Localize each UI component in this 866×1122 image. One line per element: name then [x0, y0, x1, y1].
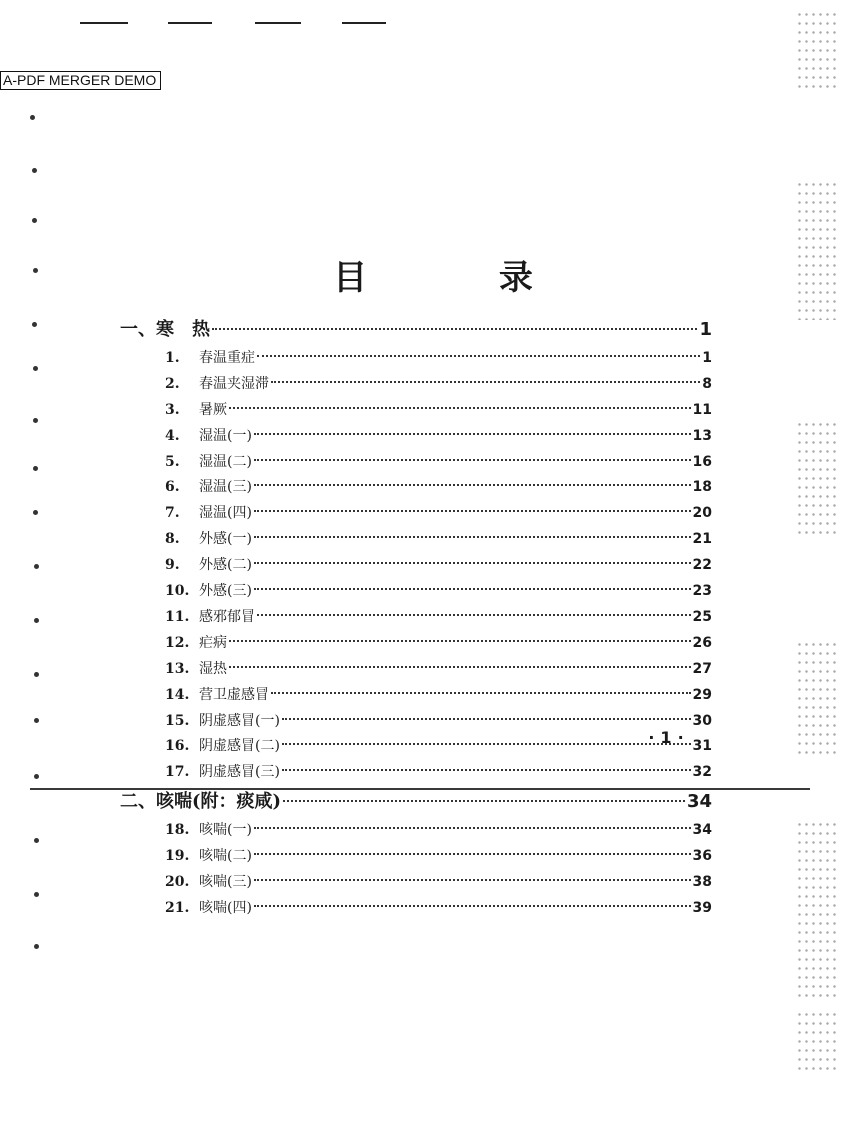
scan-noise — [796, 420, 836, 540]
toc-entry-number: 17. — [165, 764, 190, 781]
toc-entry-number: 13. — [165, 660, 190, 677]
toc-entry-number: 21. — [165, 899, 190, 916]
dot-leader — [254, 510, 691, 512]
toc-page-number: 21 — [692, 531, 712, 548]
dot-leader — [271, 381, 700, 383]
dot-leader — [229, 640, 691, 642]
toc-entry-number: 16. — [165, 738, 190, 755]
scan-noise — [796, 820, 836, 1000]
toc-page-number: 26 — [692, 634, 712, 651]
toc-section-title: 一、寒 热 — [120, 319, 210, 340]
toc-entry[interactable] — [165, 709, 712, 733]
toc-page-number: 23 — [692, 583, 712, 599]
toc-entry-number: 12. — [165, 634, 190, 651]
toc-entry[interactable] — [165, 501, 712, 525]
toc-entry[interactable] — [165, 760, 712, 784]
toc-page-number: 39 — [692, 899, 712, 916]
toc-entry-title: 阴虚感冒(一) — [199, 712, 280, 729]
toc-entry-number: 5. — [165, 453, 180, 470]
toc-entry-title: 湿温(二) — [199, 453, 252, 470]
toc-page-number: 36 — [692, 848, 712, 864]
dot-leader — [254, 905, 691, 907]
dot-leader — [282, 769, 691, 771]
top-rule — [255, 22, 301, 24]
toc-page-number: 27 — [692, 660, 712, 677]
toc-entry[interactable] — [165, 527, 712, 551]
toc-entry-number: 19. — [165, 848, 190, 864]
dot-leader — [283, 800, 685, 802]
toc-entry[interactable] — [165, 734, 712, 758]
toc-page-number: 18 — [692, 479, 712, 496]
toc-entry-title: 湿温(四) — [199, 505, 252, 522]
toc-entry-number: 6. — [165, 479, 180, 496]
top-rule — [168, 22, 212, 24]
toc-entry[interactable] — [165, 683, 712, 707]
scan-noise — [796, 1010, 836, 1070]
toc-page-number: 31 — [692, 738, 712, 755]
toc-entry[interactable] — [165, 818, 712, 842]
toc-section[interactable] — [120, 318, 712, 342]
toc-entry-number: 8. — [165, 531, 180, 548]
toc-entry-number: 20. — [165, 873, 190, 890]
toc-entry-title: 外感(三) — [199, 583, 252, 599]
toc-entry-number: 1. — [165, 349, 180, 366]
dot-leader — [254, 562, 691, 564]
toc-entry-number: 15. — [165, 712, 190, 729]
top-rule — [342, 22, 386, 24]
toc-page-number: 30 — [692, 712, 712, 729]
dot-leader — [254, 588, 691, 590]
toc-entry[interactable] — [165, 870, 712, 894]
toc-page-number: 32 — [692, 764, 712, 781]
toc-entry-title: 营卫虚感冒 — [199, 686, 269, 703]
toc-entry[interactable] — [165, 475, 712, 499]
toc-entry-title: 阴虚感冒(三) — [199, 764, 280, 781]
toc-page-number: 20 — [692, 505, 712, 522]
toc-entry[interactable] — [165, 398, 712, 422]
toc-entry-number: 18. — [165, 822, 190, 839]
dot-leader — [212, 328, 697, 330]
toc-entry[interactable] — [165, 424, 712, 448]
dot-leader — [271, 692, 691, 694]
scan-noise — [796, 640, 836, 760]
toc-entry-title: 咳喘(四) — [199, 899, 252, 916]
toc-page-number: 25 — [692, 608, 712, 625]
toc-entry[interactable] — [165, 372, 712, 396]
dot-leader — [257, 614, 691, 616]
toc-entry-title: 感邪郁冒 — [199, 608, 255, 625]
top-rule — [80, 22, 128, 24]
toc-entry[interactable] — [165, 896, 712, 920]
page-number: · 1 · — [636, 728, 696, 747]
toc-page-number: 22 — [692, 557, 712, 574]
toc-entry[interactable] — [165, 450, 712, 474]
toc-entry[interactable] — [165, 657, 712, 681]
toc-entry-title: 外感(二) — [199, 557, 252, 574]
dot-leader — [254, 536, 691, 538]
toc-entry-title: 咳喘(三) — [199, 873, 252, 890]
toc-entry-title: 咳喘(二) — [199, 848, 252, 864]
toc-entry-title: 暑厥 — [199, 401, 227, 418]
toc-page-number: 13 — [692, 427, 712, 444]
dot-leader — [229, 666, 691, 668]
toc-page-number: 1 — [699, 319, 712, 340]
toc-entry-number: 4. — [165, 427, 180, 444]
page-title: 目 录 — [333, 258, 593, 298]
dot-leader — [229, 407, 691, 409]
toc-entry[interactable] — [165, 844, 712, 868]
dot-leader — [254, 827, 691, 829]
toc-entry-number: 2. — [165, 375, 180, 392]
toc-page-number: 38 — [692, 873, 712, 890]
toc-entry-title: 疟病 — [199, 634, 227, 651]
dot-leader — [282, 718, 691, 720]
toc-entry-title: 咳喘(一) — [199, 822, 252, 839]
toc-entry-number: 3. — [165, 401, 180, 418]
toc-section-title: 二、咳喘(附：痰咸) — [120, 791, 282, 813]
toc-entry-title: 湿温(一) — [199, 427, 252, 444]
toc-page-number: 16 — [692, 453, 712, 470]
toc-page-number: 34 — [692, 822, 712, 839]
dot-leader — [254, 879, 691, 881]
toc-page-number: 1 — [702, 349, 712, 366]
toc-page-number: 8 — [702, 375, 712, 392]
toc-entry-title: 湿热 — [199, 660, 227, 677]
toc-entry-title: 阴虚感冒(二) — [199, 738, 280, 755]
toc-entry-number: 11. — [165, 608, 190, 625]
toc-entry-number: 9. — [165, 557, 180, 574]
dot-leader — [254, 484, 691, 486]
toc-page-number: 11 — [692, 401, 712, 418]
dot-leader — [254, 433, 691, 435]
dot-leader — [282, 743, 691, 745]
toc-page-number: 34 — [686, 791, 712, 813]
toc-entry-number: 14. — [165, 686, 190, 703]
toc-entry-number: 7. — [165, 505, 180, 522]
toc-page-number: 29 — [692, 686, 712, 703]
dot-leader — [254, 459, 691, 461]
bottom-rule — [30, 788, 810, 790]
scan-noise — [796, 10, 836, 90]
toc-entry[interactable] — [165, 579, 712, 603]
toc-entry-title: 春温夹湿滞 — [199, 375, 269, 392]
toc-section[interactable] — [120, 790, 712, 814]
toc-entry-title: 春温重症 — [199, 349, 255, 366]
toc-entry[interactable] — [165, 631, 712, 655]
dot-leader — [257, 355, 700, 357]
toc-entry[interactable] — [165, 605, 712, 629]
toc-entry-title: 湿温(三) — [199, 479, 252, 496]
watermark-label: A-PDF MERGER DEMO — [0, 71, 161, 90]
toc-entry-number: 10. — [165, 583, 190, 599]
toc-entry[interactable] — [165, 346, 712, 370]
dot-leader — [254, 853, 691, 855]
toc-entry[interactable] — [165, 553, 712, 577]
toc-entry-title: 外感(一) — [199, 531, 252, 548]
